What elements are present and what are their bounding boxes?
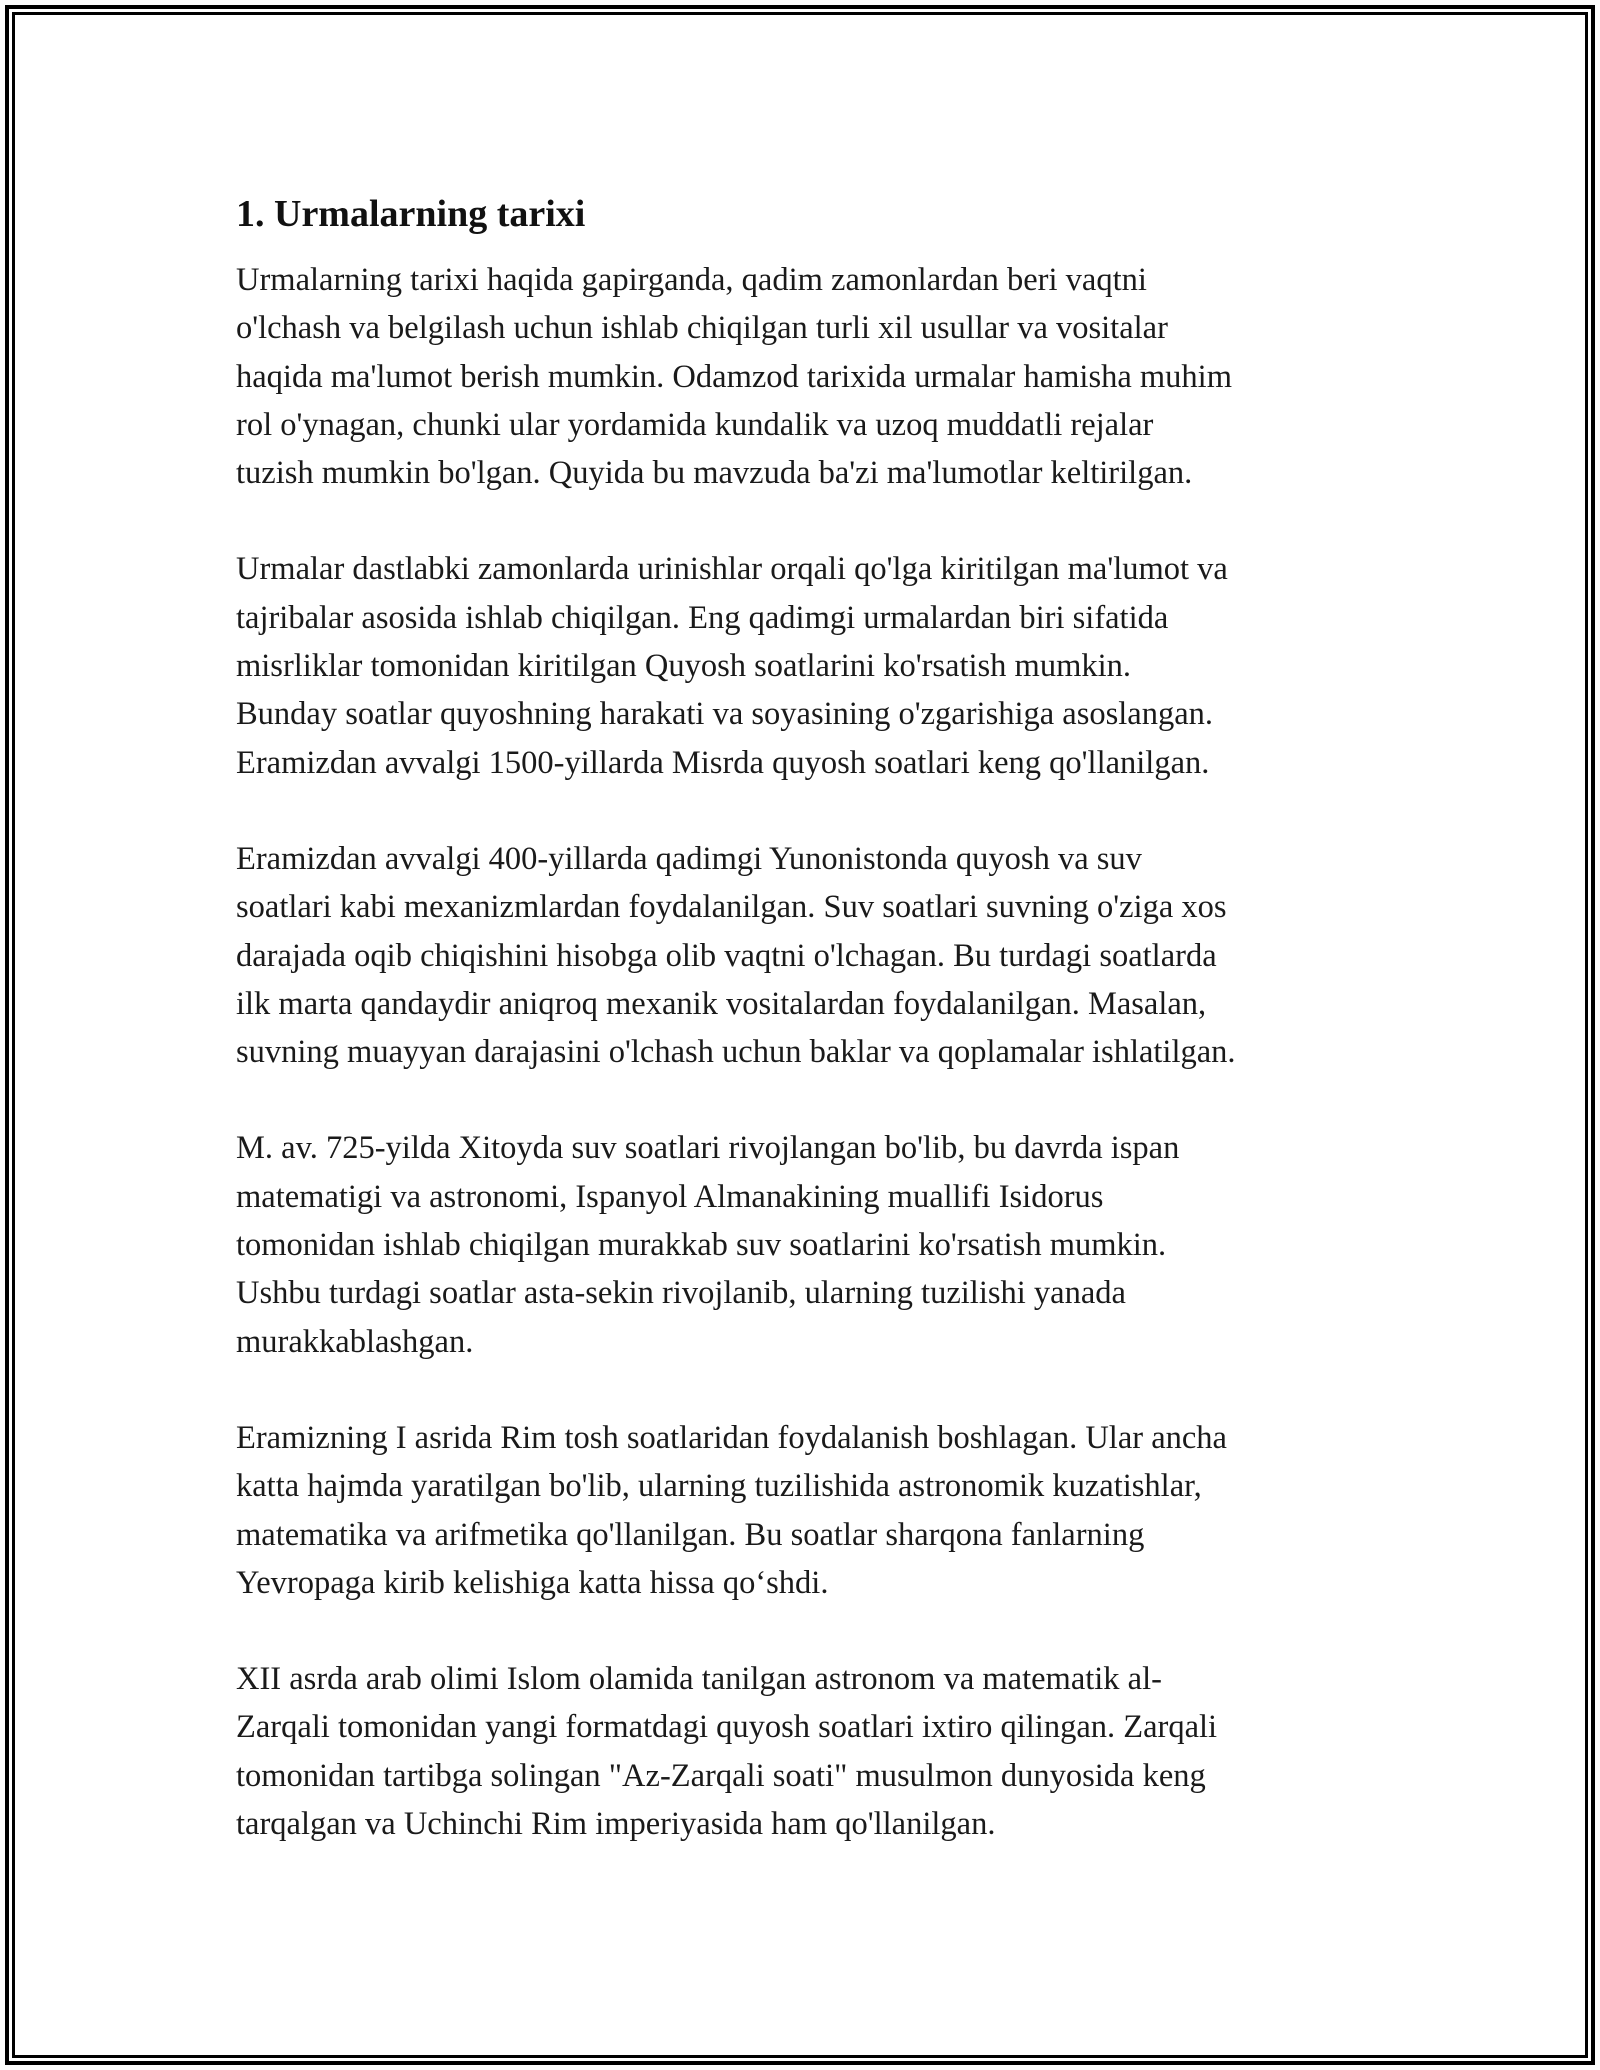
paragraph-line: tarqalgan va Uchinchi Rim imperiyasida ham qo'llanilgan. xyxy=(236,1806,996,1843)
paragraph-line: Urmalar dastlabki zamonlarda urinishlar orqali qo'lga kiritilgan ma'lumot va xyxy=(236,551,1228,588)
paragraph-1 xyxy=(236,256,1386,497)
paragraph-line: Yevropaga kirib kelishiga katta hissa qo‘shdi. xyxy=(236,1564,829,1601)
paragraph-line: Eramizning I asrida Rim tosh soatlaridan foydalanish boshlagan. Ular ancha xyxy=(236,1419,1227,1456)
paragraph-line: Eramizdan avvalgi 1500-yillarda Misrda quyosh soatlari keng qo'llanilgan. xyxy=(236,744,1210,781)
paragraph-line: tomonidan ishlab chiqilgan murakkab suv soatlarini ko'rsatish mumkin. xyxy=(236,1227,1167,1264)
paragraph-line: tuzish mumkin bo'lgan. Quyida bu mavzuda ba'zi ma'lumotlar keltirilgan. xyxy=(236,455,1193,492)
paragraph-line: matematika va arifmetika qo'llanilgan. Bu soatlar sharqona fanlarning xyxy=(236,1516,1145,1553)
paragraph-line: XII asrda arab olimi Islom olamida tanilgan astronom va matematik al- xyxy=(236,1661,1162,1698)
paragraph-line: misrliklar tomonidan kiritilgan Quyosh soatlarini ko'rsatish mumkin. xyxy=(236,648,1132,685)
paragraph-line: o'lchash va belgilash uchun ishlab chiqilgan turli xil usullar va vositalar xyxy=(236,310,1168,347)
paragraph-line: Eramizdan avvalgi 400-yillarda qadimgi Yunonistonda quyosh va suv xyxy=(236,840,1142,877)
paragraph-5 xyxy=(236,1414,1386,1607)
section-title: 1. Urmalarning tarixi xyxy=(236,193,586,235)
paragraph-line: tajribalar asosida ishlab chiqilgan. Eng qadimgi urmalardan biri sifatida xyxy=(236,599,1169,636)
paragraph-3 xyxy=(236,835,1386,1076)
paragraph-line: darajada oqib chiqishini hisobga olib vaqtni o'lchagan. Bu turdagi soatlarda xyxy=(236,937,1217,974)
paragraph-line: suvning muayyan darajasini o'lchash uchun baklar va qoplamalar ishlatilgan. xyxy=(236,1034,1236,1071)
paragraph-line: M. av. 725-yilda Xitoyda suv soatlari rivojlangan bo'lib, bu davrda ispan xyxy=(236,1130,1180,1167)
paragraph-line: matematigi va astronomi, Ispanyol Almanakining muallifi Isidorus xyxy=(236,1178,1104,1215)
paragraph-2 xyxy=(236,545,1386,786)
paragraph-6 xyxy=(236,1655,1386,1848)
paragraph-line: murakkablashgan. xyxy=(236,1323,474,1360)
document-body xyxy=(236,184,1386,1848)
paragraph-line: tomonidan tartibga solingan "Az-Zarqali soati" musulmon dunyosida keng xyxy=(236,1757,1206,1794)
paragraph-line: rol o'ynagan, chunki ular yordamida kundalik va uzoq muddatli rejalar xyxy=(236,406,1154,443)
paragraph-line: Bunday soatlar quyoshning harakati va soyasining o'zgarishiga asoslangan. xyxy=(236,696,1214,733)
paragraph-line: katta hajmda yaratilgan bo'lib, ularning tuzilishida astronomik kuzatishlar, xyxy=(236,1468,1202,1505)
paragraph-line: haqida ma'lumot berish mumkin. Odamzod tarixida urmalar hamisha muhim xyxy=(236,358,1232,395)
paragraph-line: ilk marta qandaydir aniqroq mexanik vositalardan foydalanilgan. Masalan, xyxy=(236,985,1207,1022)
paragraph-line: Ushbu turdagi soatlar asta-sekin rivojlanib, ularning tuzilishi yanada xyxy=(236,1275,1126,1312)
paragraph-line: Urmalarning tarixi haqida gapirganda, qadim zamonlardan beri vaqtni xyxy=(236,262,1147,298)
paragraph-line: soatlari kabi mexanizmlardan foydalanilgan. Suv soatlari suvning o'ziga xos xyxy=(236,889,1227,926)
paragraph-line: Zarqali tomonidan yangi formatdagi quyosh soatlari ixtiro qilingan. Zarqali xyxy=(236,1709,1218,1746)
paragraph-4 xyxy=(236,1124,1386,1365)
